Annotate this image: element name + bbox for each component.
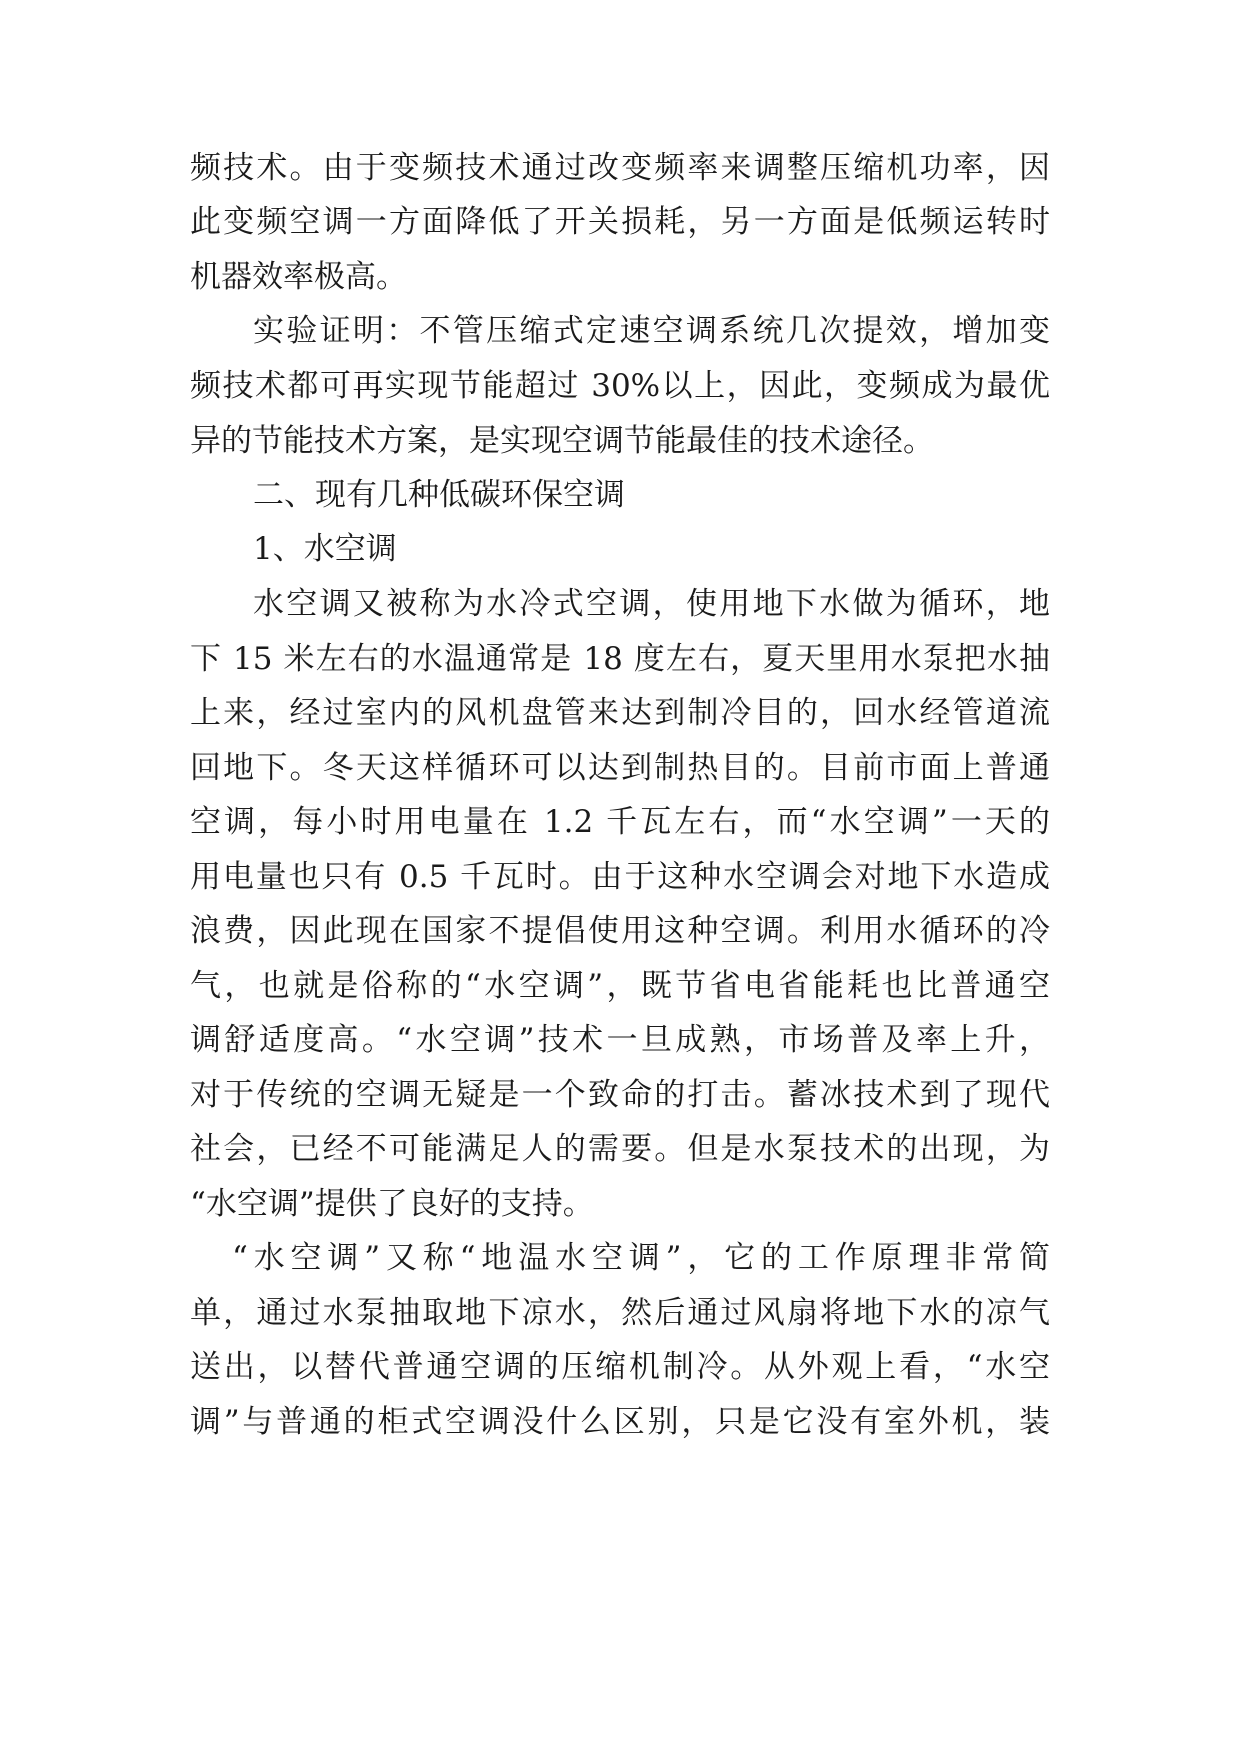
paragraph-line: 空调，每小时用电量在 1.2 千瓦左右，而“水空调”一天的 [190,804,1050,840]
paragraph-line: 水空调又被称为水冷式空调，使用地下水做为循环，地 [253,586,1050,622]
paragraph-line: 对于传统的空调无疑是一个致命的打击。蓄冰技术到了现代 [190,1077,1050,1113]
paragraph-line: 社会，已经不可能满足人的需要。但是水泵技术的出现，为 [190,1131,1050,1167]
paragraph-line: 回地下。冬天这样循环可以达到制热目的。目前市面上普通 [190,750,1050,786]
paragraph-line: 调”与普通的柜式空调没什么区别，只是它没有室外机，装 [190,1404,1050,1440]
paragraph-line: 调舒适度高。“水空调”技术一旦成熟，市场普及率上升， [190,1022,1050,1058]
section-heading: 二、现有几种低碳环保空调 [253,477,625,513]
paragraph-line: 单，通过水泵抽取地下凉水，然后通过风扇将地下水的凉气 [190,1295,1050,1331]
paragraph-line: 机器效率极高。 [190,259,407,295]
paragraph-line: “水空调”提供了良好的支持。 [190,1186,594,1222]
paragraph-line: 上来，经过室内的风机盘管来达到制冷目的，回水经管道流 [190,695,1050,731]
paragraph-line: 频技术。由于变频技术通过改变频率来调整压缩机功率，因 [190,150,1050,186]
paragraph-line: 气，也就是俗称的“水空调”，既节省电省能耗也比普通空 [190,968,1050,1004]
paragraph-line: 送出，以替代普通空调的压缩机制冷。从外观上看，“水空 [190,1349,1050,1385]
paragraph-line: “水空调”又称“地温水空调”，它的工作原理非常简 [232,1240,1050,1276]
paragraph-line: 此变频空调一方面降低了开关损耗，另一方面是低频运转时 [190,204,1050,240]
paragraph-line: 下 15 米左右的水温通常是 18 度左右，夏天里用水泵把水抽 [190,641,1050,677]
paragraph-line: 实验证明：不管压缩式定速空调系统几次提效，增加变 [253,313,1050,349]
paragraph-line: 频技术都可再实现节能超过 30%以上，因此，变频成为最优 [190,368,1050,404]
subsection-heading: 1、水空调 [253,531,397,567]
paragraph-line: 用电量也只有 0.5 千瓦时。由于这种水空调会对地下水造成 [190,859,1050,895]
paragraph-line: 异的节能技术方案，是实现空调节能最佳的技术途径。 [190,423,934,459]
paragraph-line: 浪费，因此现在国家不提倡使用这种空调。利用水循环的冷 [190,913,1050,949]
